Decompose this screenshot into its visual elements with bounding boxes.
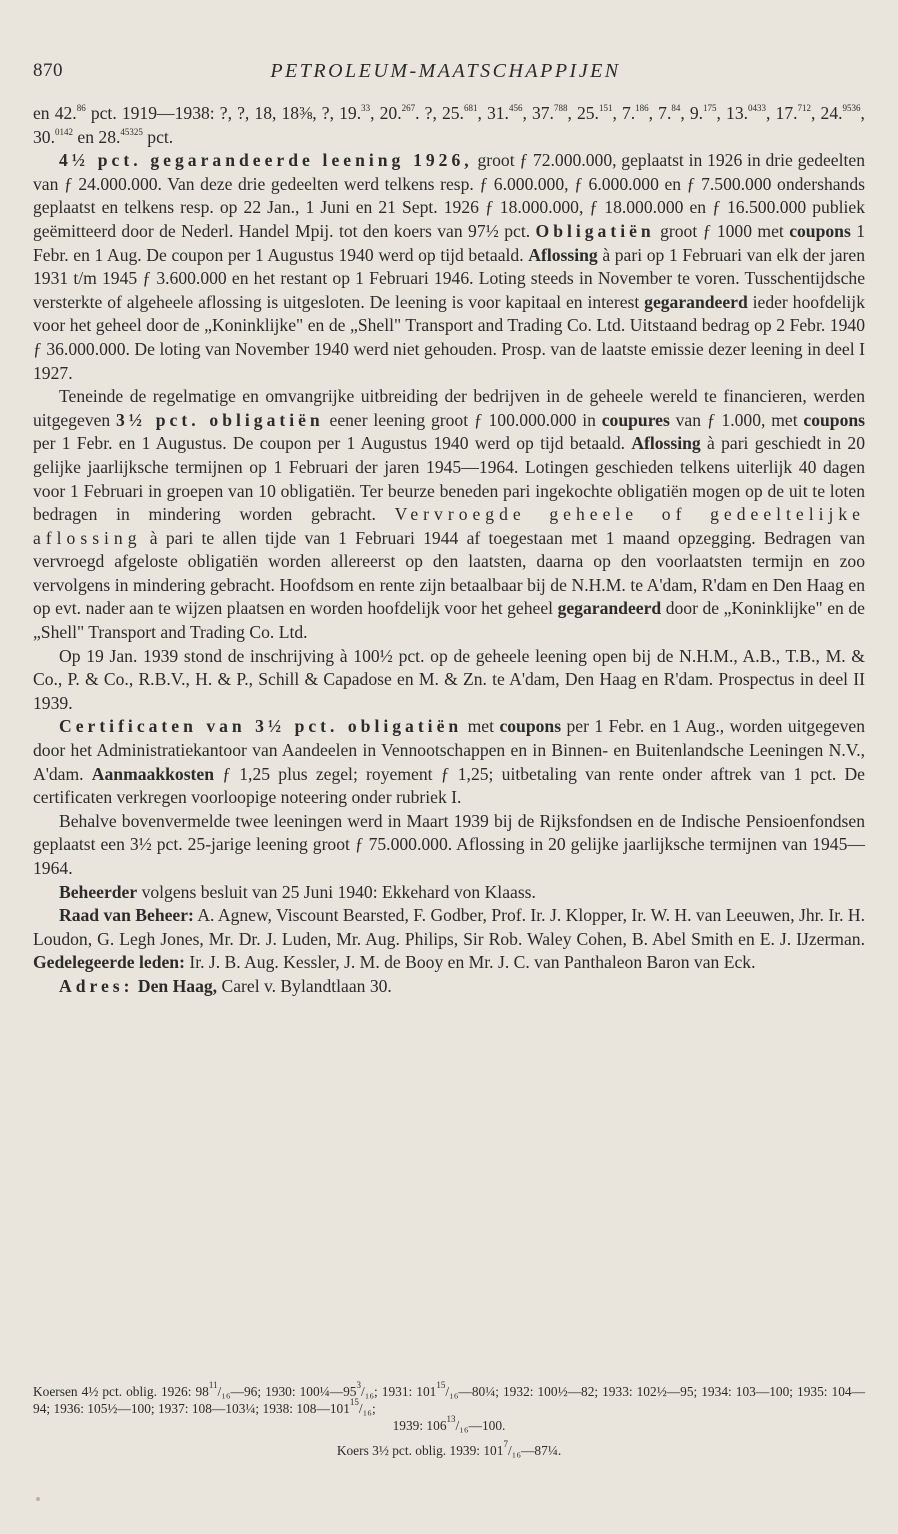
paragraph-obligaties-3half: Teneinde de regelmatige en omvangrijke uitbreiding der bedrijven in de geheele wereld te financieren, werden uitgegeven 3½ pct. obligatiën eener leening groot ƒ 100.000.000 in coupures van ƒ 1.000, met coupons per 1 Febr. en 1 Augustus. De coupon per 1 Augustus 1940 werd op tijd betaald. Aflossing à pari geschiedt in 20 gelijke jaarlijksche termijnen op 1 Februari der jaren 1945—1964. Lotingen geschieden telkens uiterlijk 40 dagen voor 1 Februari in groepen van 10 obligatiën. Ter beurze beneden pari ingekochte obligatiën mogen op de uit te loten bedragen in mindering worden gebracht. Vervroegde geheele of gedeeltelijke aflossing à pari te allen tijde van 1 Februari 1944 af toegestaan met 1 maand opzegging. Bedragen van vervroegd afgeloste obligatiën worden allereerst op den laatsten, daarna op den voorlaatsten termijn en zoo vervolgens in mindering gebracht. Hoofdsom en rente zijn betaalbaar bij de N.H.M. te A'dam, R'dam en Den Haag en op evt. nader aan te wijzen plaatsen en worden hoofdelijk voor het geheel gegarandeerd door de „Koninklijke" en de „Shell" Transport and Trading Co. Ltd. [33, 386, 865, 643]
koersen-4half: Koersen 4½ pct. oblig. 1926: $98^{11}/_{16}—96$; 1930: $100\frac{1}{4}—95^3/_{16}$; 1931: $101^{15}/_{16}—80\frac{1}{4}$; 1932: 100½—82; 1933: 102½—95; 1934: 103—100; 1935: 104—94; 1936: 105½—100; 1937: 108—103¼; 1938: $108—101^{15}/_{16}$; [33, 1380, 866, 1416]
leening-1926-heading: 4½ pct. gegarandeerde leening 1926, [59, 150, 473, 171]
paragraph-quotations: en 42.86 pct. 1919—1938: ?, ?, 18, 18⅜, ?, 19.33, 20.$^{267}$. ?, 25.$^{681}$, 31.$^{456}$, 37.$^{788}$, 25.$^{151}$, 7.$^{186}$, 7.84, 9.$^{175}$, 13.$^{0433}$, 17.$^{712}$, 24.$^{9536}$, 30.$^{0142}$ en 28.$^{45325}$ pct. [33, 103, 865, 147]
paragraph-inschrijving: Op 19 Jan. 1939 stond de inschrijving à 100½ pct. op de geheele leening open bij de N.H.M., A.B., T.B., M. & Co., P. & Co., R.B.V., H. & P., Schill & Capadose en M. & Zn. te A'dam, Den Haag en R'dam. Prospectus in deel II 1939. [33, 645, 865, 713]
paragraph-leening-1926: 4½ pct. gegarandeerde leening 1926, groot ƒ 72.000.000, geplaatst in 1926 in drie gedeelten van ƒ 24.000.000. Van deze drie gedeelten werd telkens resp. ƒ 6.000.000, ƒ 6.000.000 en ƒ 7.500.000 ondershands geplaatst en telkens resp. op 22 Jan., 1 Juni en 21 Sept. 1926 ƒ 18.000.000, ƒ 18.000.000 en ƒ 16.500.000 publiek geëmitteerd door de Nederl. Handel Mpij. tot den koers van 97½ pct. Obligatiën groot ƒ 1000 met coupons 1 Febr. en 1 Aug. De coupon per 1 Augustus 1940 werd op tijd betaald. Aflossing à pari op 1 Februari van elk der jaren 1931 t/m 1945 ƒ 3.600.000 en het restant op 1 Februari 1946. Loting steeds in November te voren. Tusschentijdsche versterkte of algeheele aflossing is uitgesloten. De leening is voor kapitaal en interest gegarandeerd ieder hoofdelijk voor het geheel door de „Koninklijke" en de „Shell" Transport and Trading Co. Ltd. Uitstaand bedrag op 2 Febr. 1940 ƒ 36.000.000. De loting van November 1940 werd niet gehouden. Prosp. van de laatste emissie dezer leening in deel I 1927. [33, 150, 866, 383]
paragraph-certificaten: Certificaten van 3½ pct. obligatiën met coupons per 1 Febr. en 1 Aug., worden uitgegeven door het Administratiekantoor van Aandeelen in Vennootschappen en in Binnen- en Buitenlandsche Leeningen N.V., A'dam. Aanmaakkosten ƒ 1,25 plus zegel; royement ƒ 1,25; uitbetaling van rente onder aftrek van 1 pct. De certificaten verkregen voorloopige noteering onder rubriek I. [33, 716, 866, 808]
paper-speck [36, 1497, 40, 1501]
page-body [33, 102, 865, 999]
koersen-4half-1939: 1939: $106^{13}/_{16}—100$. [392, 1414, 506, 1433]
paragraph-adres: Adres: Den Haag, Carel v. Bylandtlaan 30. [59, 975, 392, 996]
page-header [33, 60, 858, 86]
koersen-footnote [33, 1380, 866, 1459]
paragraph-beheerder: Beheerder volgens besluit van 25 Juni 1940: Ekkehard von Klaass. [59, 881, 536, 902]
paragraph-raad-van-beheer: Raad van Beheer: A. Agnew, Viscount Bearsted, F. Godber, Prof. Ir. J. Klopper, Ir. W. H. van Leeuwen, Jhr. Ir. H. Loudon, G. Legh Jones, Mr. Dr. J. Luden, Mr. Aug. Philips, Sir Rob. Waley Cohen, B. Abel Smith en E. J. IJzerman. Gedelegeerde leden: Ir. J. B. Aug. Kessler, J. M. de Booy en Mr. J. C. van Panthaleon Baron van Eck. [33, 905, 866, 973]
page-number: 870 [33, 60, 63, 81]
paragraph-rijksfondsen: Behalve bovenvermelde twee leeningen werd in Maart 1939 bij de Rijksfondsen en de Indische Pensioenfondsen geplaatst een 3½ pct. 25-jarige leening groot ƒ 75.000.000. Aflossing in 20 gelijke jaarlijksche termijnen van 1945—1964. [33, 810, 865, 878]
running-title: PETROLEUM-MAATSCHAPPIJEN [270, 60, 621, 82]
koers-3half: Koers 3½ pct. oblig. 1939: $101^7/_{16}—87\frac{1}{4}$. [336, 1439, 562, 1458]
